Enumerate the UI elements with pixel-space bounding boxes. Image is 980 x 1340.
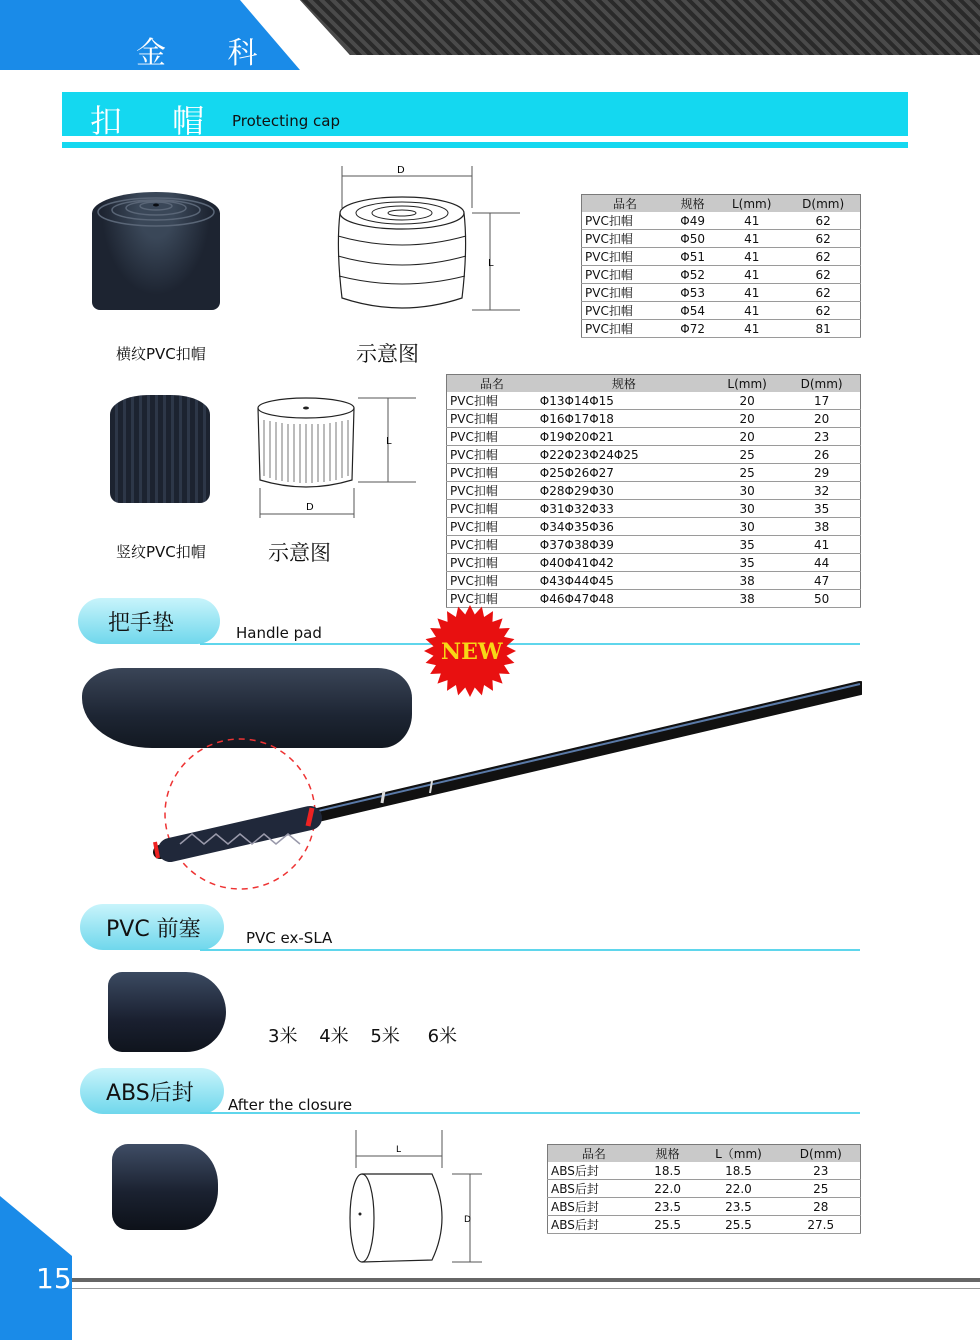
cell: PVC扣帽 xyxy=(447,428,537,446)
cell: 41 xyxy=(717,248,786,266)
cell: 35 xyxy=(711,536,783,554)
diagram2-caption: 示意图 xyxy=(268,541,331,565)
horizontal-cap-diagram xyxy=(322,158,528,338)
plug-size-list xyxy=(268,1022,457,1048)
cell: 28 xyxy=(782,1198,861,1216)
diagram-label-l: L xyxy=(488,258,494,269)
section-title-en: PVC ex-SLA xyxy=(246,929,333,947)
table-row xyxy=(548,1162,861,1180)
vertical-cap-caption: 竖纹PVC扣帽 xyxy=(116,543,206,561)
table-row xyxy=(582,284,861,302)
cell: 41 xyxy=(717,266,786,284)
table-abs-closure xyxy=(547,1144,861,1234)
cell: 41 xyxy=(717,212,786,230)
section-pill-handle-pad xyxy=(78,598,220,644)
cell: Φ13Φ14Φ15 xyxy=(537,392,711,410)
cell: PVC扣帽 xyxy=(582,284,669,302)
table-pvc-cap-small xyxy=(446,374,861,608)
fishing-rod-image xyxy=(150,676,862,906)
cell: PVC扣帽 xyxy=(582,320,669,338)
new-badge-text: NEW xyxy=(441,639,503,665)
table-header: 品名 xyxy=(447,375,537,393)
table-row xyxy=(447,554,861,572)
cell: Φ25Φ26Φ27 xyxy=(537,464,711,482)
section-pill-abs-closure xyxy=(80,1068,224,1114)
cell: ABS后封 xyxy=(548,1162,640,1180)
table-header: 品名 xyxy=(582,195,669,213)
cell: PVC扣帽 xyxy=(447,392,537,410)
cell: 25 xyxy=(711,464,783,482)
brand-title: 金 科 xyxy=(136,36,284,71)
table-row xyxy=(582,212,861,230)
cell: Φ28Φ29Φ30 xyxy=(537,482,711,500)
cell: 20 xyxy=(783,410,860,428)
table-header: D(mm) xyxy=(782,1145,861,1163)
cell: 62 xyxy=(786,212,860,230)
cell: 41 xyxy=(717,320,786,338)
section-title-en: Handle pad xyxy=(236,624,322,642)
cell: PVC扣帽 xyxy=(582,248,669,266)
table-header: L(mm) xyxy=(717,195,786,213)
table-row xyxy=(447,410,861,428)
cell: 20 xyxy=(711,392,783,410)
plug-size: 3米 xyxy=(268,1026,298,1047)
cell: 27.5 xyxy=(782,1216,861,1234)
cell: PVC扣帽 xyxy=(447,446,537,464)
cell: 41 xyxy=(717,284,786,302)
table-row xyxy=(447,446,861,464)
section-title-cn: 把手垫 xyxy=(108,610,175,636)
cell: Φ50 xyxy=(668,230,717,248)
section-title-en: Protecting cap xyxy=(232,112,340,130)
diagram-label-l: L xyxy=(386,436,392,447)
cell: 23 xyxy=(782,1162,861,1180)
cell: 41 xyxy=(717,230,786,248)
table-row xyxy=(548,1180,861,1198)
cell: 38 xyxy=(711,572,783,590)
section-title-cn: PVC 前塞 xyxy=(106,916,201,942)
cell: PVC扣帽 xyxy=(447,572,537,590)
table-row xyxy=(447,536,861,554)
table-row xyxy=(447,392,861,410)
cell: PVC扣帽 xyxy=(447,464,537,482)
cell: 25 xyxy=(782,1180,861,1198)
cell: 22.0 xyxy=(640,1180,696,1198)
cell: 30 xyxy=(711,518,783,536)
horizontal-cap-caption: 横纹PVC扣帽 xyxy=(116,345,206,363)
cell: 29 xyxy=(783,464,860,482)
diagram-label-d: D xyxy=(306,502,314,513)
vertical-cap-diagram xyxy=(250,390,420,520)
cell: Φ43Φ44Φ45 xyxy=(537,572,711,590)
plug-size: 6米 xyxy=(427,1026,458,1047)
table-row xyxy=(447,572,861,590)
cell: 38 xyxy=(711,590,783,608)
plug-size: 5米 xyxy=(370,1026,400,1047)
footer-rule-thin xyxy=(72,1288,980,1289)
diagram1-caption: 示意图 xyxy=(356,342,419,366)
cell: Φ19Φ20Φ21 xyxy=(537,428,711,446)
cell: 41 xyxy=(717,302,786,320)
cell: Φ37Φ38Φ39 xyxy=(537,536,711,554)
diagram-label-l: L xyxy=(396,1145,402,1155)
diagram-label-d: D xyxy=(464,1215,471,1225)
cell: 18.5 xyxy=(640,1162,696,1180)
table-row xyxy=(582,248,861,266)
table-header: 规格 xyxy=(640,1145,696,1163)
cell: Φ72 xyxy=(668,320,717,338)
cell: Φ49 xyxy=(668,212,717,230)
cell: 18.5 xyxy=(695,1162,781,1180)
cell: 22.0 xyxy=(695,1180,781,1198)
table-row xyxy=(447,500,861,518)
cell: PVC扣帽 xyxy=(447,410,537,428)
cell: PVC扣帽 xyxy=(447,590,537,608)
cell: PVC扣帽 xyxy=(447,518,537,536)
table-header: L(mm) xyxy=(711,375,783,393)
plug-size: 4米 xyxy=(319,1026,349,1047)
cell: Φ31Φ32Φ33 xyxy=(537,500,711,518)
cell: Φ40Φ41Φ42 xyxy=(537,554,711,572)
table-pvc-cap-large xyxy=(581,194,861,338)
cell: PVC扣帽 xyxy=(447,536,537,554)
section-title-cn: ABS后封 xyxy=(106,1080,194,1106)
cell: Φ53 xyxy=(668,284,717,302)
cell: 32 xyxy=(783,482,860,500)
footer-rule xyxy=(72,1278,980,1282)
table-row xyxy=(582,302,861,320)
section-pill-pvc-plug xyxy=(80,904,224,950)
banner-underline xyxy=(62,142,908,148)
cell: 35 xyxy=(783,500,860,518)
table-header: L（mm) xyxy=(695,1145,781,1163)
cell: 23.5 xyxy=(640,1198,696,1216)
pvc-plug-image xyxy=(108,972,226,1052)
table-header: 规格 xyxy=(668,195,717,213)
cell: PVC扣帽 xyxy=(447,554,537,572)
section-underline xyxy=(200,643,860,645)
diagram-label-d: D xyxy=(397,165,405,176)
cell: Φ16Φ17Φ18 xyxy=(537,410,711,428)
cell: 30 xyxy=(711,500,783,518)
cell: Φ46Φ47Φ48 xyxy=(537,590,711,608)
cell: 50 xyxy=(783,590,860,608)
table-row xyxy=(447,482,861,500)
cell: Φ54 xyxy=(668,302,717,320)
table-row xyxy=(582,266,861,284)
abs-closure-diagram xyxy=(340,1128,490,1268)
abs-closure-image xyxy=(112,1144,218,1230)
cell: 62 xyxy=(786,248,860,266)
horizontal-cap-rings xyxy=(92,192,220,310)
cell: PVC扣帽 xyxy=(447,482,537,500)
vertical-cap-image xyxy=(110,395,210,503)
cell: 62 xyxy=(786,284,860,302)
cell: 26 xyxy=(783,446,860,464)
table-row xyxy=(582,320,861,338)
cell: 23 xyxy=(783,428,860,446)
table-header: D(mm) xyxy=(783,375,860,393)
table-header: 规格 xyxy=(537,375,711,393)
cell: 20 xyxy=(711,410,783,428)
table-row xyxy=(548,1216,861,1234)
cell: 30 xyxy=(711,482,783,500)
page-number: 15 xyxy=(36,1262,72,1295)
table-row xyxy=(447,518,861,536)
cell: Φ51 xyxy=(668,248,717,266)
header-carbon-banner xyxy=(300,0,980,55)
cell: 62 xyxy=(786,230,860,248)
cell: Φ52 xyxy=(668,266,717,284)
cell: 41 xyxy=(783,536,860,554)
cell: PVC扣帽 xyxy=(582,212,669,230)
table-row xyxy=(582,230,861,248)
cell: Φ22Φ23Φ24Φ25 xyxy=(537,446,711,464)
cell: PVC扣帽 xyxy=(582,230,669,248)
cell: ABS后封 xyxy=(548,1180,640,1198)
cell: 62 xyxy=(786,302,860,320)
cell: 17 xyxy=(783,392,860,410)
cell: ABS后封 xyxy=(548,1198,640,1216)
section-underline xyxy=(200,949,860,951)
cell: 25.5 xyxy=(695,1216,781,1234)
cell: 23.5 xyxy=(695,1198,781,1216)
cell: 81 xyxy=(786,320,860,338)
cell: 35 xyxy=(711,554,783,572)
cell: 25 xyxy=(711,446,783,464)
table-header: 品名 xyxy=(548,1145,640,1163)
cell: Φ34Φ35Φ36 xyxy=(537,518,711,536)
section-title-en: After the closure xyxy=(228,1096,353,1114)
table-row xyxy=(548,1198,861,1216)
table-row xyxy=(447,428,861,446)
cell: PVC扣帽 xyxy=(582,266,669,284)
cell: 44 xyxy=(783,554,860,572)
table-row xyxy=(447,464,861,482)
section-title-cn: 扣 帽 xyxy=(90,102,225,140)
cell: 47 xyxy=(783,572,860,590)
cell: 25.5 xyxy=(640,1216,696,1234)
table-header: D(mm) xyxy=(786,195,860,213)
cell: 20 xyxy=(711,428,783,446)
cell: 62 xyxy=(786,266,860,284)
cell: PVC扣帽 xyxy=(582,302,669,320)
cell: ABS后封 xyxy=(548,1216,640,1234)
cell: 38 xyxy=(783,518,860,536)
cell: PVC扣帽 xyxy=(447,500,537,518)
